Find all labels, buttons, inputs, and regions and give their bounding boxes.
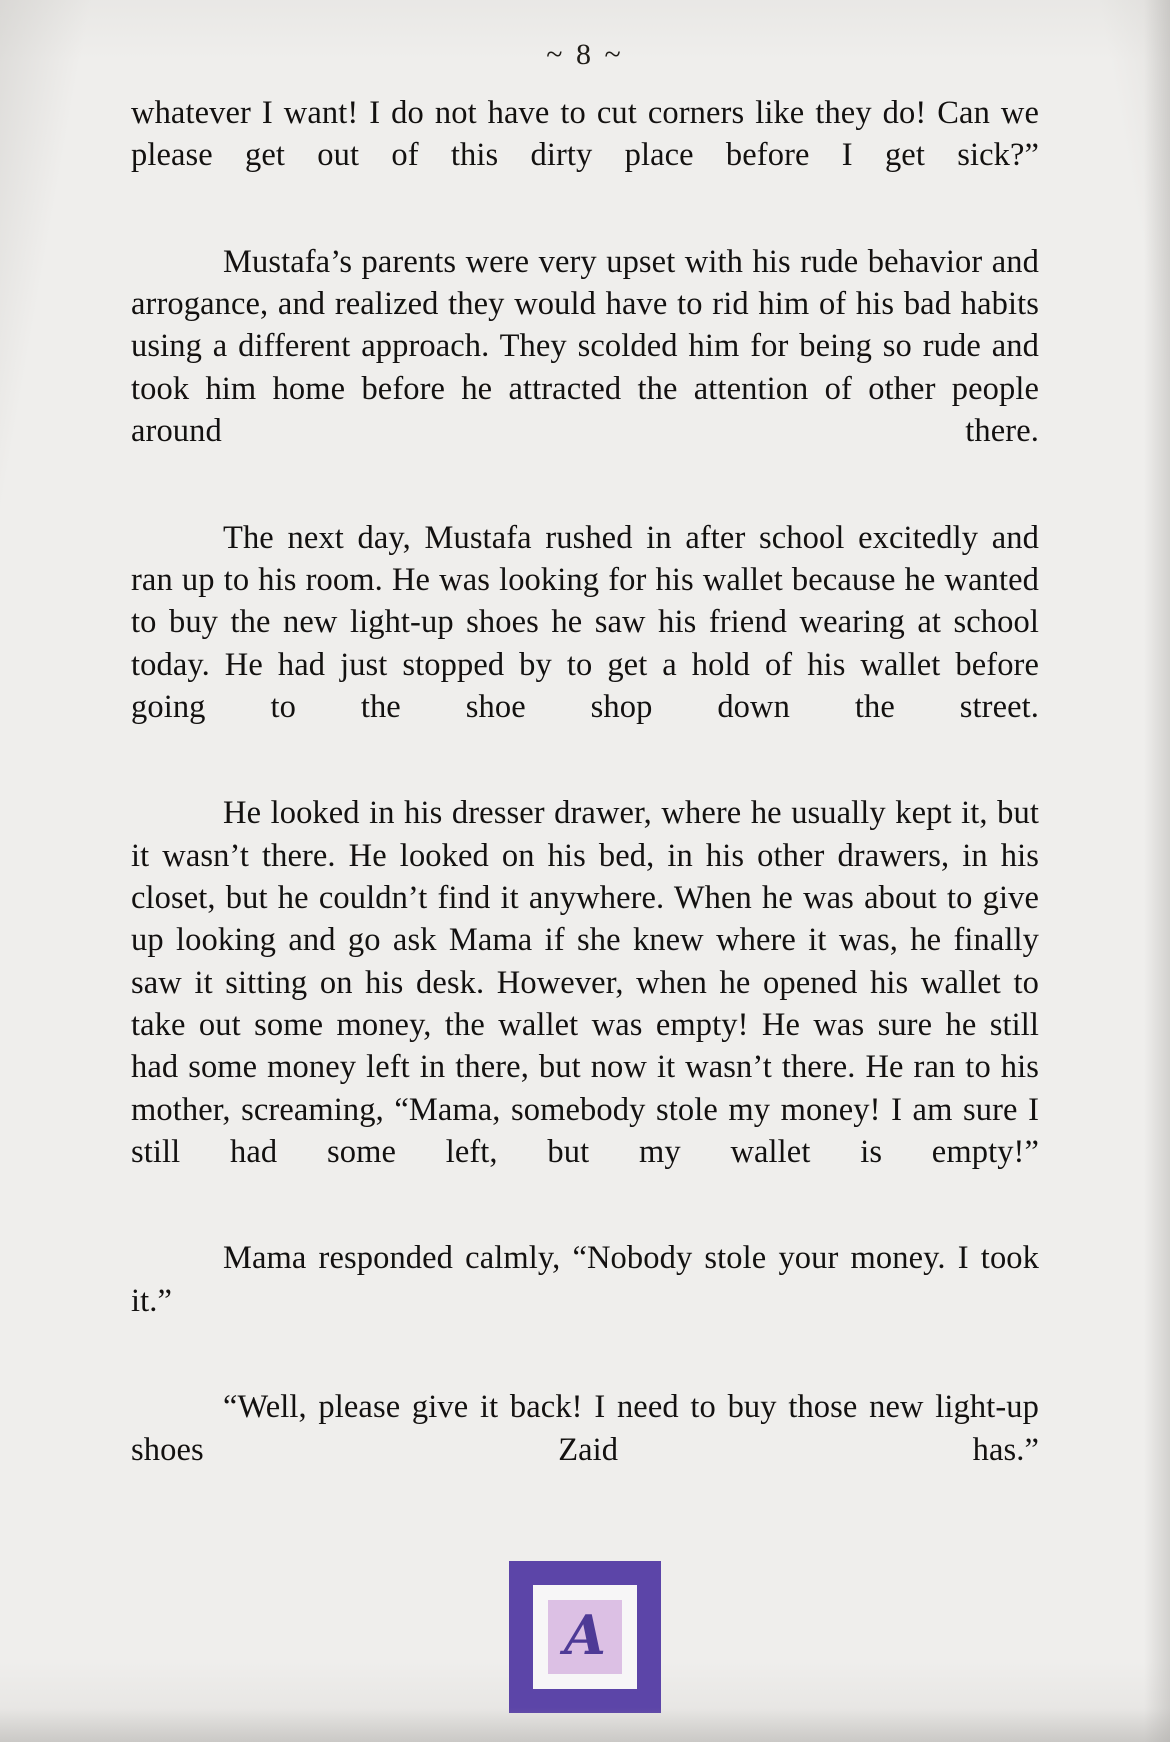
ornament-tile	[548, 1600, 622, 1674]
page-edge-shadow-right	[1144, 0, 1170, 1742]
paragraph: Mustafa’s parents were very upset with his rude behavior and arrogance, and realized they would have to rid him of his bad habits using a different approach. They scolded him for being so rude and took him home before he attracted the attention of other people around there.	[131, 243, 1039, 450]
ornament-white-frame	[533, 1585, 637, 1689]
paragraph: “Well, please give it back! I need to buy those new light-up shoes Zaid has.”	[131, 1389, 1039, 1468]
paragraph: Mama responded calmly, “Nobody stole your money. I took it.”	[131, 1240, 1039, 1319]
ornament-letter-a: A	[564, 1603, 606, 1668]
paragraph: whatever I want! I do not have to cut corners like they do! Can we please get out of this dirty place before I get sick?”	[131, 95, 1039, 174]
section-ornament	[509, 1561, 661, 1713]
section-ornament-wrapper	[131, 1561, 1039, 1713]
text-block	[131, 92, 1039, 1713]
paragraph: The next day, Mustafa rushed in after school excitedly and ran up to his room. He was looking for his wallet because he wanted to buy the new light-up shoes he saw his friend wearing at school today. He had just stopped by to get a hold of his wallet before going to the shoe shop down the street.	[131, 519, 1039, 725]
page-number: ~ 8 ~	[546, 38, 624, 71]
paragraph: He looked in his dresser drawer, where he usually kept it, but it wasn’t there. He looked on his bed, in his other drawers, in his closet, but he couldn’t find it anywhere. When he was about to give up looking and go ask Mama if she knew where it was, he finally saw it sitting on his desk. However, when he opened his wallet to take out some money, the wallet was empty! He was sure he still had some money left in there, but now it wasn’t there. He ran to his mother, screaming, “Mama, somebody stole my money! I am sure I still had some left, but my wallet is empty!”	[131, 795, 1039, 1170]
